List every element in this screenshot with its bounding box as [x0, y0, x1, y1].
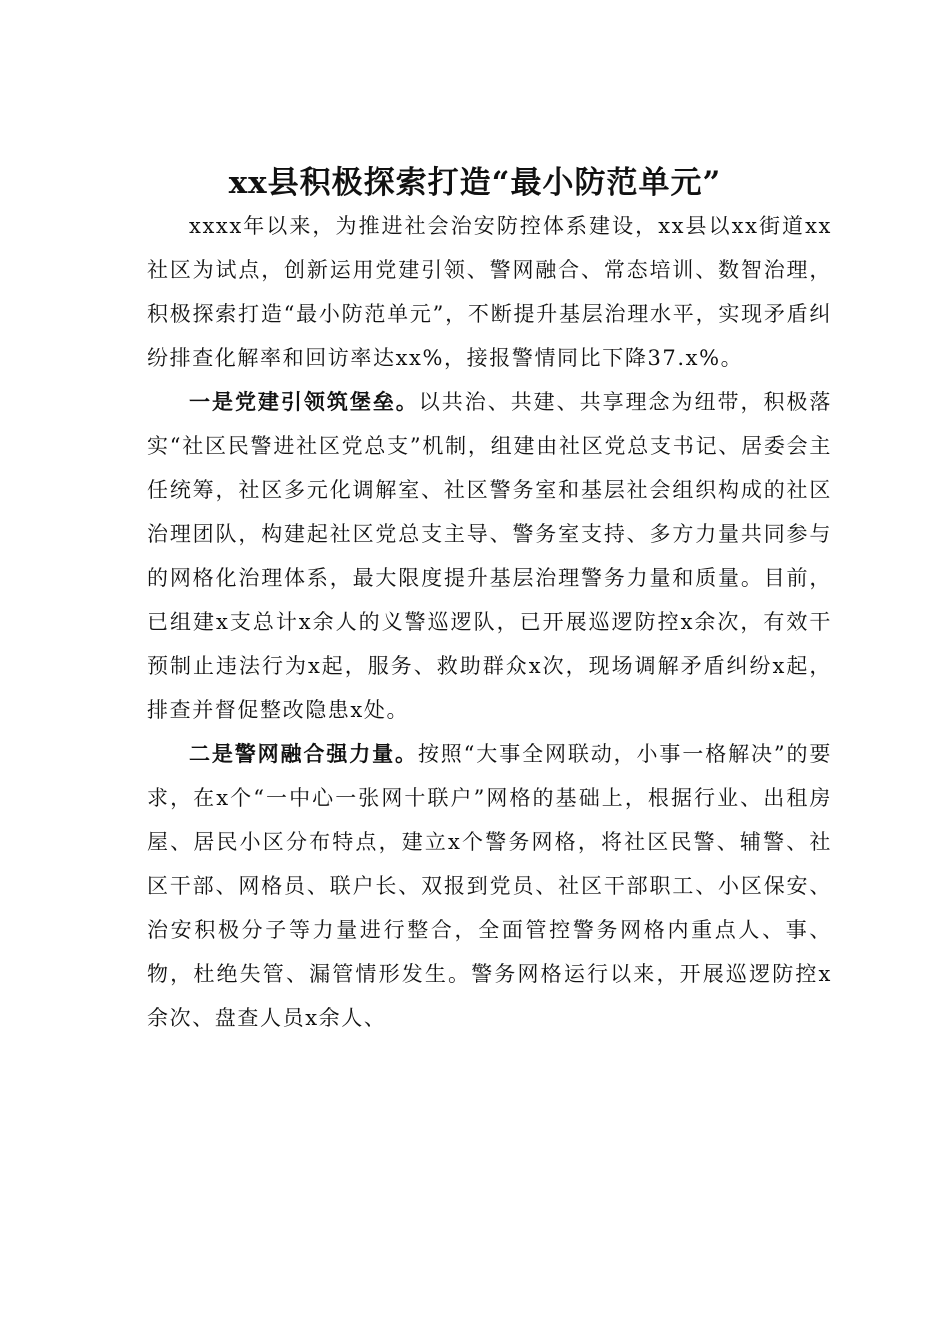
paragraph-party-building: [147, 380, 832, 732]
document-body: [147, 204, 832, 1040]
paragraph-intro-text: xxxx年以来，为推进社会治安防控体系建设，xx县以xx街道xx社区为试点，创新运用党建引领、警网融合、常态培训、数智治理，积极探索打造“最小防范单元”，不断提升基层治理水平，实现矛盾纠纷排查化解率和回访率达xx%，接报警情同比下降37.x%。: [147, 214, 832, 370]
paragraph-police-grid-text: 按照“大事全网联动，小事一格解决”的要求，在x个“一中心一张网十联户”网格的基础上，根据行业、出租房屋、居民小区分布特点，建立x个警务网格，将社区民警、辅警、社区干部、网格员、联户长、双报到党员、社区干部职工、小区保安、治安积极分子等力量进行整合，全面管控警务网格内重点人、事、物，杜绝失管、漏管情形发生。警务网格运行以来，开展巡逻防控x余次、盘查人员x余人、: [147, 742, 832, 1030]
paragraph-party-building-heading: 一是党建引领筑堡垒。: [189, 389, 419, 414]
paragraph-police-grid: [147, 732, 832, 1040]
paragraph-police-grid-heading: 二是警网融合强力量。: [189, 741, 418, 766]
paragraph-party-building-text: 以共治、共建、共享理念为纽带，积极落实“社区民警进社区党总支”机制，组建由社区党总支书记、居委会主任统筹，社区多元化调解室、社区警务室和基层社会组织构成的社区治理团队，构建起社区党总支主导、警务室支持、多方力量共同参与的网格化治理体系，最大限度提升基层治理警务力量和质量。目前，已组建x支总计x余人的义警巡逻队，已开展巡逻防控x余次，有效干预制止违法行为x起，服务、救助群众x次，现场调解矛盾纠纷x起，排查并督促整改隐患x处。: [147, 390, 832, 722]
document-title: xx县积极探索打造“最小防范单元”: [228, 164, 722, 201]
paragraph-intro: [147, 204, 832, 380]
